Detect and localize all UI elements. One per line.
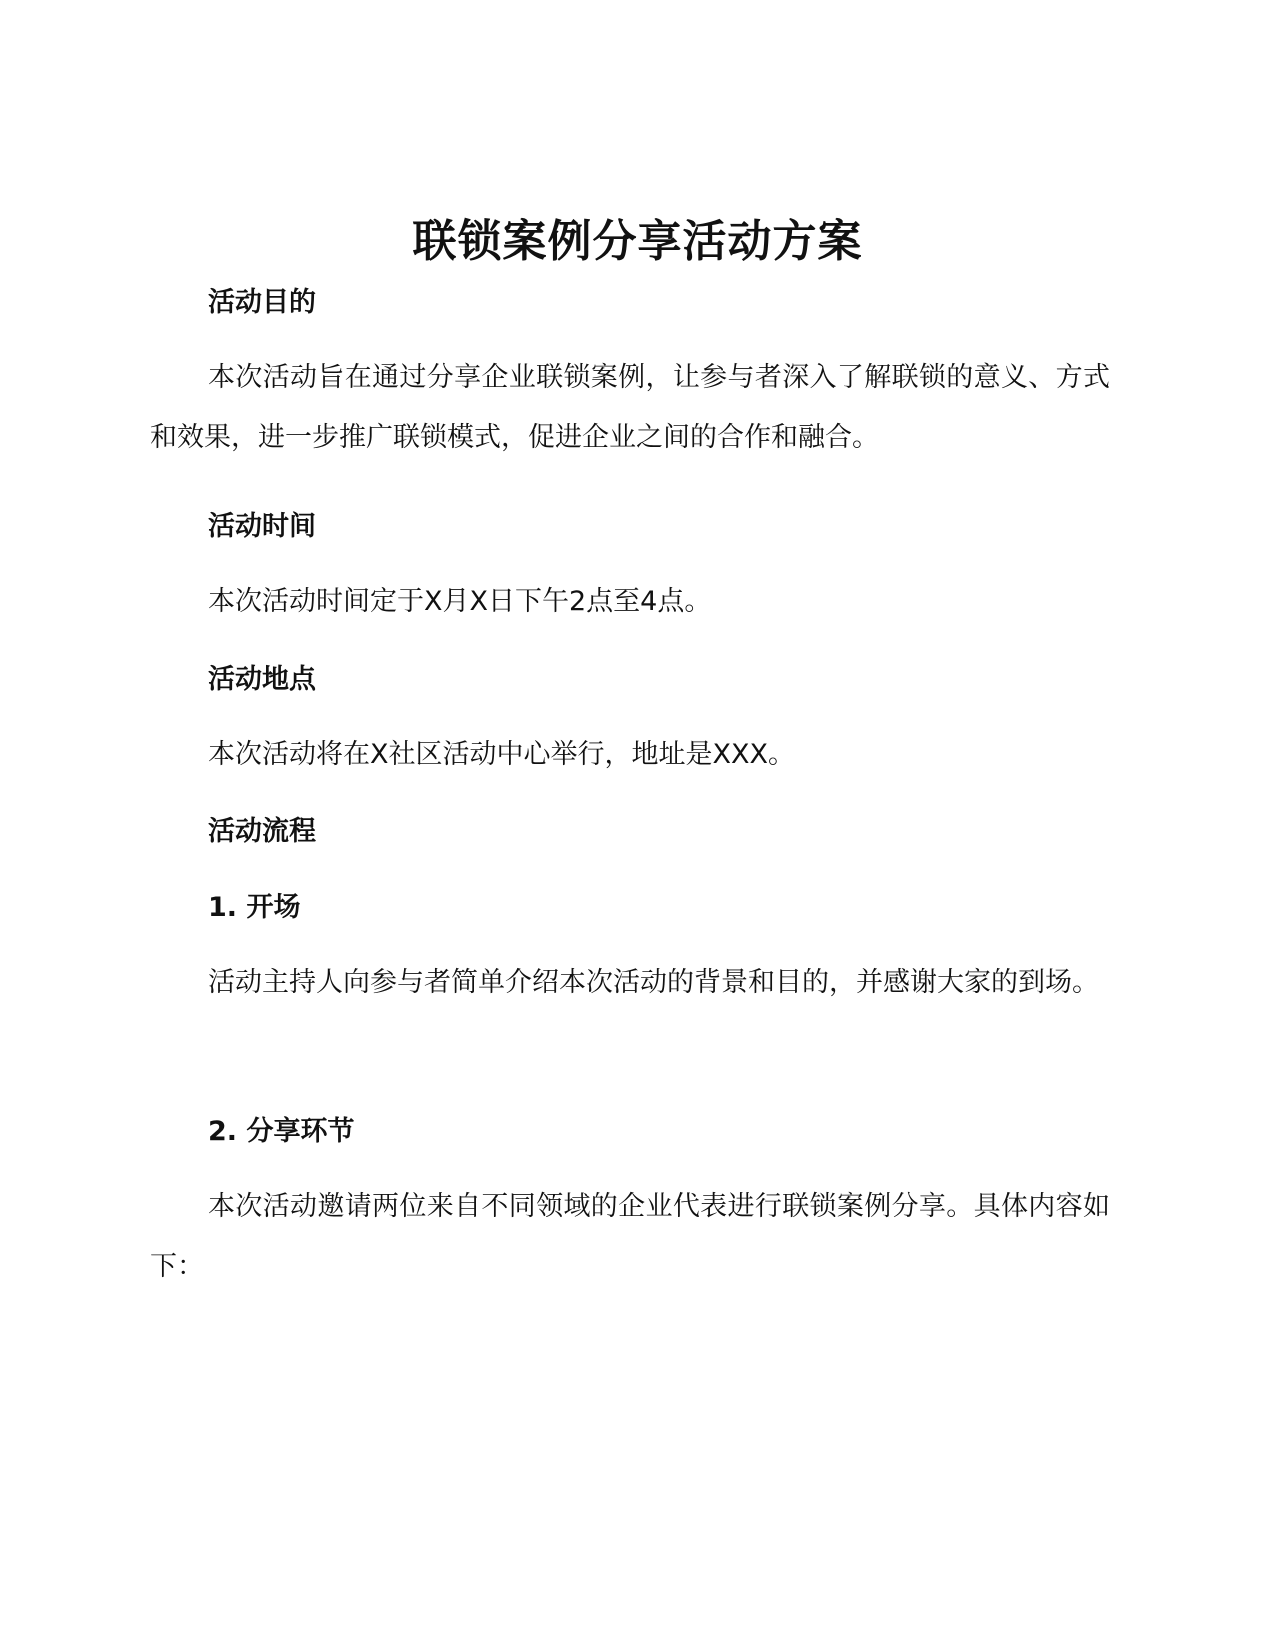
section-heading-opening: 1. 开场 <box>208 892 301 923</box>
section-paragraph-location: 本次活动将在X社区活动中心举行，地址是XXX。 <box>208 739 795 770</box>
section-paragraph-opening: 活动主持人向参与者简单介绍本次活动的背景和目的，并感谢大家的到场。 <box>208 967 1099 998</box>
section-heading-location: 活动地点 <box>208 664 316 695</box>
section-heading-sharing: 2. 分享环节 <box>208 1116 355 1147</box>
section-heading-purpose: 活动目的 <box>208 287 316 318</box>
section-heading-time: 活动时间 <box>208 511 316 542</box>
section-paragraph-purpose: 本次活动旨在通过分享企业联锁案例，让参与者深入了解联锁的意义、方式和效果，进一步推广联锁模式，促进企业之间的合作和融合。 <box>150 362 1110 453</box>
section-paragraph-time: 本次活动时间定于X月X日下午2点至4点。 <box>208 586 712 617</box>
section-paragraph-sharing: 本次活动邀请两位来自不同领域的企业代表进行联锁案例分享。具体内容如下： <box>150 1191 1110 1282</box>
section-heading-process: 活动流程 <box>208 816 316 847</box>
document-title: 联锁案例分享活动方案 <box>412 216 863 267</box>
